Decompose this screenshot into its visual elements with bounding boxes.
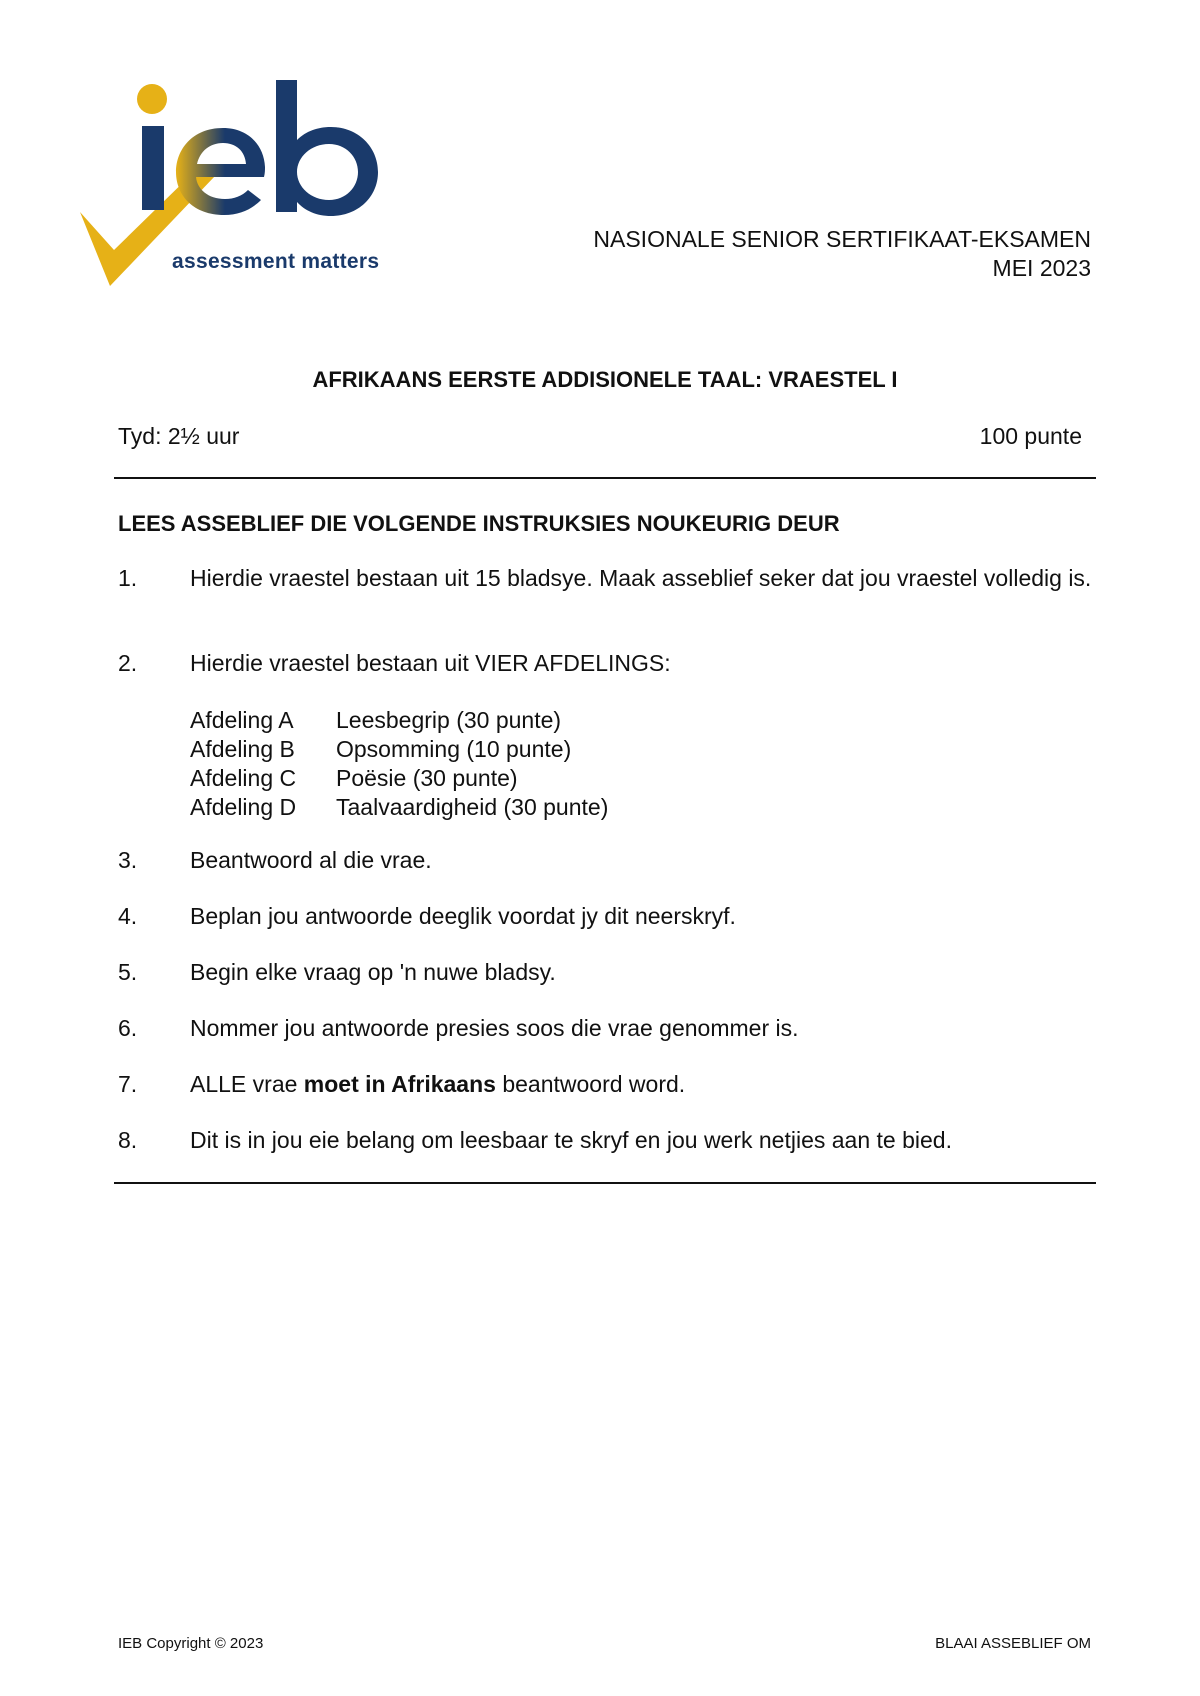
instruction-text: Hierdie vraestel bestaan uit 15 bladsye. Maak asseblief seker dat jou vraestel volledig is. [190,565,1092,591]
instruction-text: Nommer jou antwoorde presies soos die vrae genommer is. [190,1015,799,1041]
section-desc: Taalvaardigheid (30 punte) [336,794,609,820]
instruction-number: 7. [118,1071,138,1097]
instruction-text: Hierdie vraestel bestaan uit VIER AFDELINGS: [190,650,671,676]
section-desc: Poësie (30 punte) [336,765,518,791]
footer-turn-page: BLAAI ASSEBLIEF OM [935,1635,1091,1652]
instruction-number: 6. [118,1015,138,1041]
instruction-item [118,1070,1096,1099]
instruction-text: Beplan jou antwoorde deeglik voordat jy dit neerskryf. [190,903,736,929]
instruction-text-start: ALLE vrae [190,1071,304,1097]
instruction-text-emphasis: moet in Afrikaans [303,1071,496,1097]
paper-title: AFRIKAANS EERSTE ADDISIONELE TAAL: VRAESTEL I [312,367,898,392]
instruction-number: 2. [118,650,138,676]
logo-tagline: assessment matters [172,250,380,273]
instruction-number: 4. [118,903,138,929]
instruction-item [118,846,1096,875]
instruction-text: Dit is in jou eie belang om leesbaar te skryf en jou werk netjies aan te bied. [190,1127,952,1153]
section-row [190,764,608,793]
exam-name: NASIONALE SENIOR SERTIFIKAAT-EKSAMEN [593,226,1091,252]
section-desc: Leesbegrip (30 punte) [336,707,562,733]
divider-top [114,477,1096,479]
total-marks: 100 punte [979,423,1082,449]
instruction-item [118,902,1096,931]
instruction-text: Begin elke vraag op 'n nuwe bladsy. [190,959,556,985]
instructions-title: LEES ASSEBLIEF DIE VOLGENDE INSTRUKSIES NOUKEURIG DEUR [118,511,840,536]
instruction-number: 3. [118,847,138,873]
section-row [190,706,608,735]
divider-bottom [114,1182,1096,1184]
section-row [190,793,608,822]
instruction-number: 8. [118,1127,138,1153]
instruction-text [190,1070,1096,1099]
section-name: Afdeling D [190,794,297,820]
section-name: Afdeling B [190,736,295,762]
section-desc: Opsomming (10 punte) [336,736,572,762]
instruction-item [118,958,1096,987]
exam-date: MEI 2023 [992,255,1091,281]
section-row [190,735,608,764]
instruction-number: 1. [118,565,138,591]
exam-header [593,225,1091,283]
time-allowed: Tyd: 2½ uur [118,423,240,449]
instruction-text: Beantwoord al die vrae. [190,847,432,873]
section-name: Afdeling A [190,707,294,733]
footer-copyright: IEB Copyright © 2023 [118,1635,264,1652]
section-name: Afdeling C [190,765,297,791]
instruction-item [118,1014,1096,1043]
instruction-item [118,649,1096,678]
instruction-item [118,564,1096,593]
sections-list [190,706,608,822]
instruction-number: 5. [118,959,138,985]
instruction-text-end: beantwoord word. [495,1071,686,1097]
instruction-item [118,1126,1096,1155]
